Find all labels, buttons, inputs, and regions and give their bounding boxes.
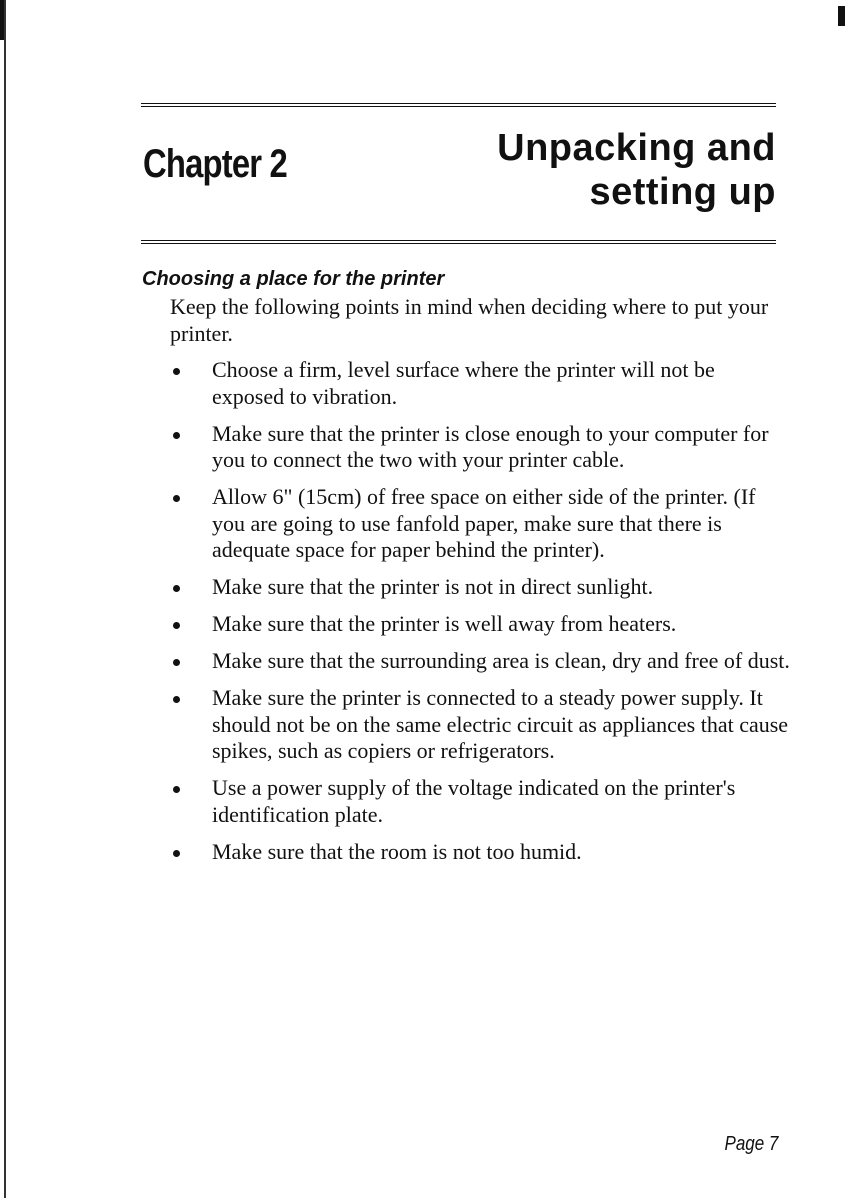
bullet-icon bbox=[173, 432, 180, 439]
bullet-icon bbox=[173, 368, 180, 375]
list-item-text: Make sure that the printer is not in direct sunlight. bbox=[212, 574, 654, 599]
scan-edge bbox=[4, 0, 6, 1198]
list-item bbox=[170, 574, 790, 601]
list-item bbox=[170, 421, 790, 474]
bullet-icon bbox=[173, 495, 180, 502]
list-item-text: Make sure that the room is not too humid. bbox=[212, 838, 582, 864]
list-item bbox=[170, 685, 790, 765]
bullet-icon bbox=[173, 622, 180, 629]
header-rule-bottom bbox=[141, 240, 776, 244]
list-item-text: Make sure that the surrounding area is clean, dry and free of dust. bbox=[212, 648, 790, 673]
list-item bbox=[170, 839, 790, 866]
list-item-text: Make sure that the printer is close enough to your computer for you to connect the two with your printer cable. bbox=[212, 420, 769, 472]
list-item bbox=[170, 484, 790, 564]
bullet-icon bbox=[173, 786, 180, 793]
bullet-icon bbox=[173, 659, 180, 666]
header-rule-top bbox=[141, 103, 776, 107]
list-item bbox=[170, 648, 790, 675]
list-item-text: Use a power supply of the voltage indicated on the printer's identification plate. bbox=[212, 775, 736, 827]
list-item-text: Choose a firm, level surface where the printer will not be exposed to vibration. bbox=[212, 357, 715, 409]
list-item-text: Allow 6" (15cm) of free space on either side of the printer. (If you are going to use fanfold paper, make sure that there is adequate space for paper behind the printer). bbox=[212, 484, 756, 562]
chapter-title bbox=[356, 126, 776, 214]
bullet-icon bbox=[173, 585, 180, 592]
bullet-icon bbox=[173, 850, 180, 857]
scan-mark-right bbox=[838, 6, 845, 26]
bullet-list bbox=[170, 357, 790, 876]
page-number: Page 7 bbox=[724, 1133, 778, 1155]
intro-paragraph: Keep the following points in mind when deciding where to put your printer. bbox=[170, 294, 769, 346]
list-item bbox=[170, 775, 790, 828]
bullet-icon bbox=[173, 696, 180, 703]
chapter-title-line-2: setting up bbox=[589, 171, 776, 213]
list-item-text: Make sure the printer is connected to a steady power supply. It should not be on the same electric circuit as appliances that cause spikes, such as copiers or refrigerators. bbox=[212, 685, 789, 763]
list-item bbox=[170, 357, 790, 410]
section-heading: Choosing a place for the printer bbox=[142, 268, 445, 290]
list-item-text: Make sure that the printer is well away from heaters. bbox=[212, 611, 677, 636]
chapter-title-line-1: Unpacking and bbox=[497, 127, 776, 169]
chapter-label: Chapter 2 bbox=[143, 142, 287, 186]
list-item bbox=[170, 611, 790, 638]
